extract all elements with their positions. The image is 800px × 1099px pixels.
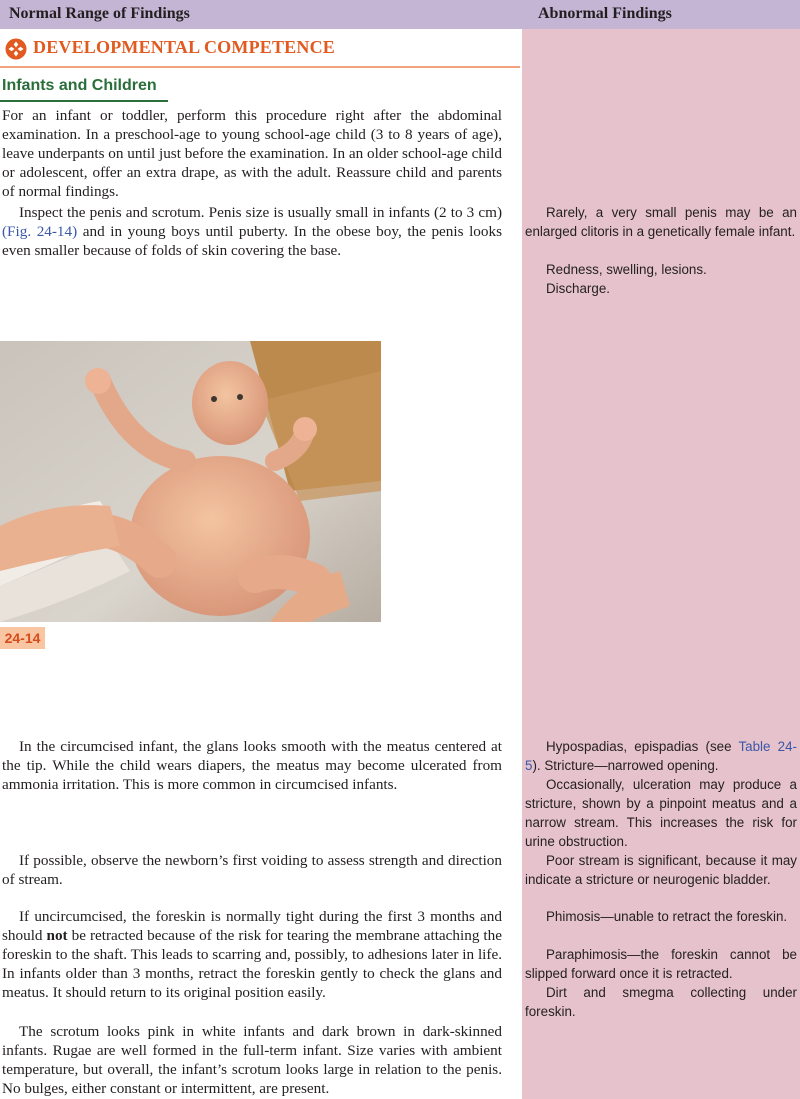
table-header [0, 0, 800, 29]
finding-small-penis: Rarely, a very small penis may be an enlarged clitoris in a genetically female infant. [525, 205, 797, 239]
finding-poor-stream: Poor stream is significant, because it may indicate a stricture or neurogenic bladder. [525, 853, 797, 887]
table-reference-link[interactable]: Table 24-5 [525, 739, 797, 773]
subsection-title: Infants and Children [2, 77, 157, 94]
finding-redness: Redness, swelling, lesions. [546, 262, 707, 277]
finding-paraphimosis: Paraphimosis—the foreskin cannot be slipped forward once it is retracted. [525, 947, 797, 981]
paragraph-circumcised-infant: In the circumcised infant, the glans looks smooth with the meatus centered at the tip. While the child wears diapers, the meatus may become ulcerated from ammonia irritation. This is more common in circumcised infants. [2, 738, 502, 793]
figure-reference-link[interactable]: (Fig. 24-14) [2, 223, 78, 240]
infant-examination-photo [0, 341, 381, 622]
paragraph-uncircumcised-foreskin: If uncircumcised, the foreskin is normally tight during the first 3 months and should not be retracted because of the risk for tearing the membrane attaching the foreskin to the shaft. This leads to scarring and, possibly, to adhesions later in life. In infants older than 3 months, retract the foreskin gently to check the glans and meatus. It should return to its original position easily. [2, 908, 502, 1001]
paragraph-inspect-penis: Inspect the penis and scrotum. Penis size is usually small in infants (2 to 3 cm) (Fig. 24-14) and in young boys until puberty. In the obese boy, the penis looks even smaller because of folds of skin covering the base. [2, 204, 502, 259]
diamond-pattern-icon [5, 38, 27, 60]
section-title: DEVELOPMENTAL COMPETENCE [33, 37, 335, 57]
abnormal-findings-heading: Abnormal Findings [538, 5, 672, 22]
paragraph-first-voiding: If possible, observe the newborn’s first voiding to assess strength and direction of stream. [2, 852, 502, 888]
paragraph-procedure-timing: For an infant or toddler, perform this procedure right after the abdominal examination. In a preschool-age to young school-age child (3 to 8 years of age), leave underpants on until just before the examination. In an older school-age child or adolescent, offer an extra drape, as with the adult. Reassure child and parents of normal findings. [2, 107, 502, 200]
section-divider [0, 66, 520, 68]
finding-discharge: Discharge. [546, 281, 611, 296]
finding-ulceration: Occasionally, ulceration may produce a stricture, shown by a pinpoint meatus and a narrow stream. This increases the risk for urine obstruction. [525, 777, 797, 849]
paragraph-scrotum: The scrotum looks pink in white infants and dark brown in dark-skinned infants. Rugae are well formed in the full-term infant. Size varies with ambient temperature, but overall, the infant’s scrotum looks large in relation to the penis. No bulges, either constant or intermittent, are present. [2, 1023, 502, 1097]
normal-findings-heading: Normal Range of Findings [9, 5, 190, 22]
finding-hypospadias: Hypospadias, epispadias (see Table 24-5). Stricture—narrowed opening. [525, 739, 797, 773]
subsection-underline [0, 100, 168, 102]
finding-phimosis: Phimosis—unable to retract the foreskin. [546, 909, 788, 924]
figure-label: 24-14 [0, 627, 45, 649]
abnormal-findings-column [522, 29, 800, 1099]
finding-smegma: Dirt and smegma collecting under foreskin. [525, 985, 797, 1019]
